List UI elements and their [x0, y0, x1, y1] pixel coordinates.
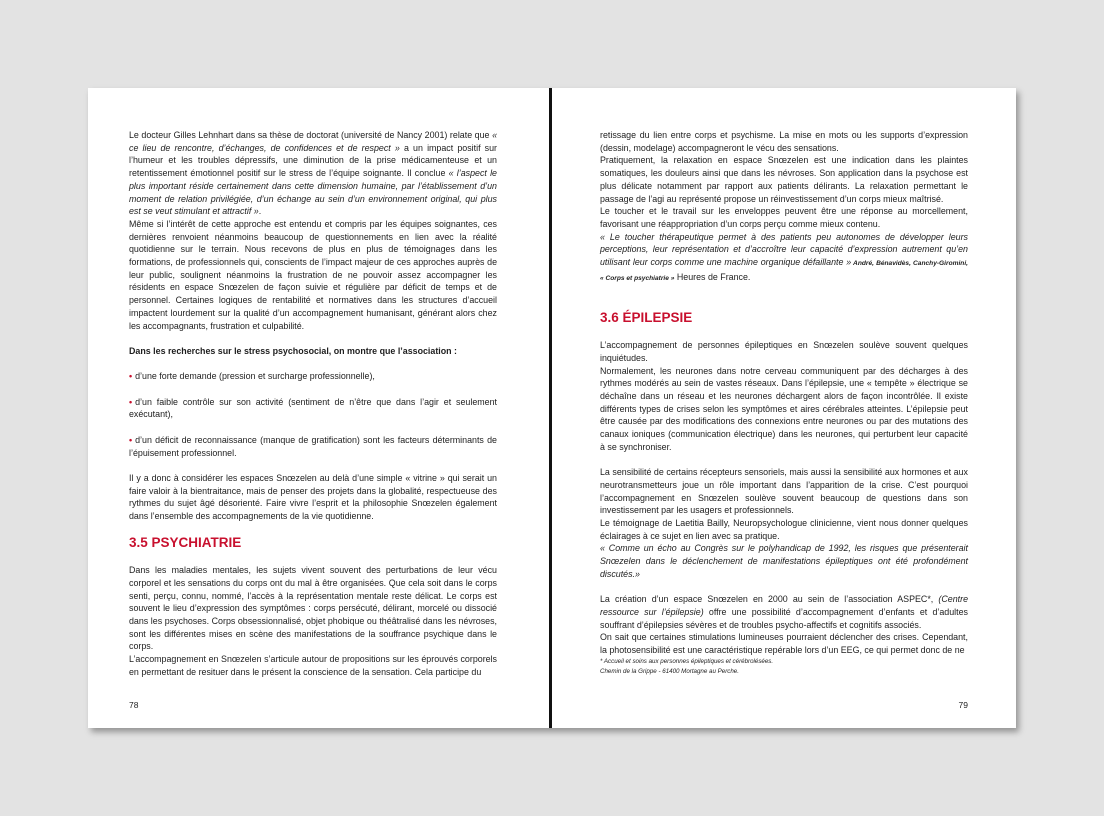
paragraph: L’accompagnement de personnes épileptiques en Snœzelen soulève souvent quelques inquiétudes. [600, 340, 968, 363]
paragraph: L’accompagnement en Snœzelen s’articule autour de propositions sur les éprouvés corporels en permettant de resituer dans le présent la conscience de la sensation. Cela participe du [129, 654, 497, 677]
footnote: Chemin de la Grippe - 61400 Mortagne au Perche. [600, 667, 739, 675]
paragraph: Normalement, les neurones dans notre cerveau communiquent par des décharges à des rythmes modérés au sein de vastes réseaux. Dans l’épilepsie, une « tempête » électrique se déchaîne dans un réseau et les neurones déchargent alors de façon incontrôlée. Il existe différents types de crises selon les symptômes et aires cérébrales atteintes. L’épilepsie peut être causée par des modifications des connexions entre neurones ou par des mutations des canaux ioniques (communication électrique) dans les neurones, qui perturbent leur capacité à se synchroniser. [600, 365, 968, 452]
page-left [88, 88, 551, 728]
bullet-item: • d’un déficit de reconnaissance (manque de gratification) sont les facteurs déterminants de l’épuisement professionnel. [129, 434, 497, 458]
footnote: * Accueil et soins aux personnes épileptiques et cérébrolésées. [600, 657, 774, 665]
paragraph: La sensibilité de certains récepteurs sensoriels, mais aussi la sensibilité aux hormones et aux neurotransmetteurs joue un rôle important dans l’apparition de la crise. C’est pourquoi l’accompagnement en Snœzelen soulève souvent beaucoup de questions dans son investissement par les usagers et professionnels. [600, 467, 968, 516]
paragraph: Le docteur Gilles Lehnhart dans sa thèse de doctorat (université de Nancy 2001) relate que « ce lieu de rencontre, d’échanges, de confidences et de respect » a un impact positif sur l’humeur et les troubles dépressifs, une diminution de la prise médicamenteuse et un retentissement émotionnel positif sur le stress de l’équipe soignante. Il conclue « l’aspect le plus important réside certainement dans cette dimension humaine, par l’établissement d’un moment de relation privilégiée, d’un échange au sein d’un environnement original, qui plus est se veut stimulant et attractif ». [129, 130, 498, 217]
bullet-icon: • [129, 396, 133, 407]
inline-quote: « l’aspect le plus important réside certainement dans cette dimension humaine, par l’établissement d’un moment de relation privilégiée, d’un échange au sein d’un environnement original, qui plus est se veut stimulant et attractif » [129, 168, 497, 217]
bullet-icon: • [129, 371, 133, 382]
paragraph: retissage du lien entre corps et psychisme. La mise en mots ou les supports d’expression (dessin, modelage) accompagneront le vécu des sensations. [600, 130, 968, 153]
paragraph: Il y a donc à considérer les espaces Snœzelen au delà d’une simple « vitrine » qui serait un faire valoir à la bientraitance, mais de penser des projets dans la globalité, respectueuse des rythmes du sujet âgé désorienté. Faire vivre l’esprit et la philosophie Snœzelen également dans l’ensemble des accompagnements de la vie quotidienne. [129, 472, 497, 522]
paragraph: Dans les maladies mentales, les sujets vivent souvent des perturbations de leur vécu corporel et les sensations du corps ont du mal à être organisées. Que cela soit dans le corps senti, perçu, connu, nommé, l’accès à la représentation mentale reste délicat. Le corps est souvent le lieu d’expression des symptômes : corps persécuté, délirant, morcelé ou dissocié dans les psychoses. Corps obsessionnalisé, objet phobique ou théâtralisé dans les névroses, sont les différentes mises en scène des manifestations de la souffrance psychique dans le corps. [129, 565, 497, 652]
bullet-item: • d’un faible contrôle sur son activité (sentiment de n’être que dans l’agir et seulement exécutant), [129, 396, 497, 420]
paragraph: Même si l’intérêt de cette approche est entendu et compris par les équipes soignantes, ces dernières renvoient néanmoins beaucoup de questionnements en lien avec la réalité quotidienne sur le terrain. Nous recevons de plus en plus de témoignages dans les formations, de professionnels qui, conscients de l’impact majeur de ces approches auprès de leur public, soulignent néanmoins la frustration de ne pouvoir assez accompagner les résidents en espace Snœzelen de façon suivie et régulière par déficit de temps et de personnel. Certaines logiques de rentabilité et normatives dans les structures d’accueil impactent lourdement sur la qualité d’un accompagnement humanisant, générant alors chez les accompagnants, frustration et culpabilité. [129, 218, 497, 331]
paragraph: La création d’un espace Snœzelen en 2000 au sein de l’association ASPEC*, (Centre ressource sur l’épilepsie) offre une possibilité d’accompagnement d’enfants et d’adultes souffrant d’épilepsies sévères et de troubles psycho-affectifs et cognitifs associés. [600, 594, 968, 630]
paragraph: On sait que certaines stimulations lumineuses pourraient déclencher des crises. Cependant, la photosensibilité est une caractéristique repérable lors d’un EEG, ce qui permet donc de ne [600, 632, 968, 655]
block-quote: « Le toucher thérapeutique permet à des patients peu autonomes de développer leurs perceptions, leur représentation et d’accroître leur capacité d’expression autrement qu’en utilisant leur corps comme une machine organique défaillante » André, Bénavidès, Canchy-Giromini, « Corps et psychiatrie » Heures de France. [600, 231, 968, 282]
page-number: 78 [129, 700, 139, 710]
paragraph: Pratiquement, la relaxation en espace Snœzelen est une indication dans les plaintes somatiques, les douleurs ainsi que dans les névroses. Son application dans la psychose est plus délicate notamment par rapport aux patients délirants. La relaxation permettant le passage de l’agi au représenté propose un réinvestissement d’un corps mieux maîtrisé. [600, 155, 968, 204]
citation: André, Bénavidès, Canchy-Giromini, « Corps et psychiatrie » [600, 260, 968, 282]
paragraph: Le toucher et le travail sur les enveloppes peuvent être une réponse au morcellement, favorisant une réappropriation d’un corps perçu comme mieux contenu. [600, 206, 968, 229]
book-spread [88, 88, 1016, 728]
section-heading: 3.6 ÉPILEPSIE [600, 310, 693, 326]
paragraph: Le témoignage de Laetitia Bailly, Neuropsychologue clinicienne, vient nous donner quelques éclairages à ce sujet en lien avec sa pratique. [600, 517, 968, 541]
inline-quote: « ce lieu de rencontre, d’échanges, de confidences et de respect » [129, 130, 497, 153]
bold-intro: Dans les recherches sur le stress psychosocial, on montre que l’association : [129, 345, 458, 356]
page-right [553, 88, 1016, 728]
bullet-item: • d’une forte demande (pression et surcharge professionnelle), [129, 371, 375, 382]
block-quote: « Comme un écho au Congrès sur le polyhandicap de 1992, les risques que présenterait Snœzelen dans le déclenchement de manifestations épileptiques ont été profondément discutés.» [600, 543, 968, 579]
section-heading: 3.5 PSYCHIATRIE [129, 535, 242, 551]
page-number: 79 [958, 700, 968, 710]
bullet-icon: • [129, 434, 133, 445]
